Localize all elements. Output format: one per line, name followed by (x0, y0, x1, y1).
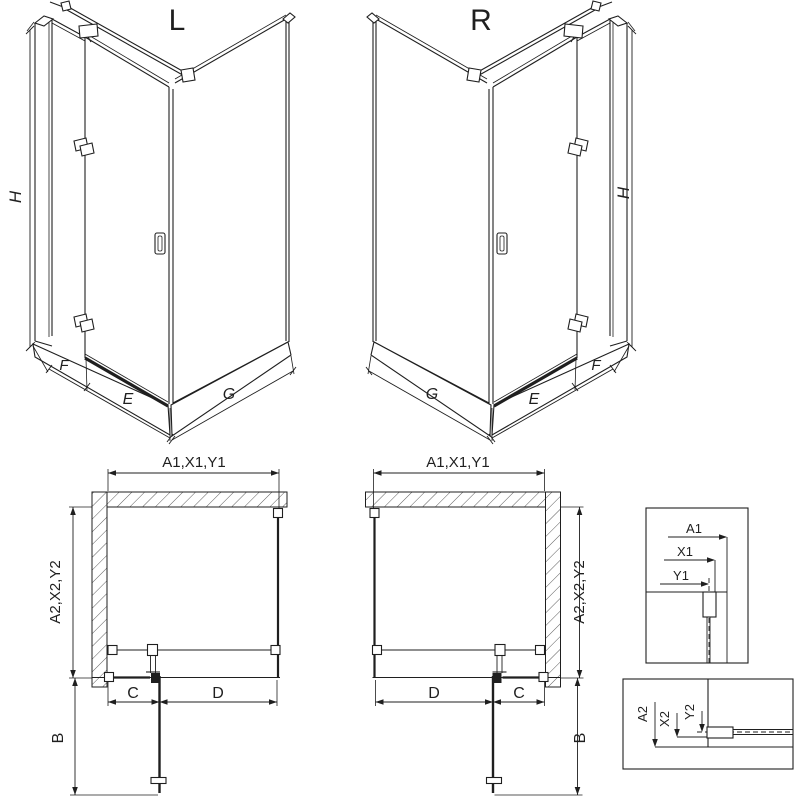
detail-box-top (646, 508, 748, 663)
plan-right-wall-top (366, 492, 560, 507)
plan-view-left (47, 454, 287, 795)
detail-bottom-dim-y2: Y2 (682, 704, 697, 720)
plan-right-dim-depth: A2,X2,Y2 (571, 560, 588, 624)
plan-left-wall-top (93, 492, 287, 507)
iso-left-geometry (26, 1, 296, 444)
plan-view-right (366, 454, 590, 795)
iso-right-dim-g: G (425, 386, 439, 403)
plan-left-dim-c: C (127, 685, 139, 702)
plan-right-dim-b: B (572, 732, 589, 744)
iso-left-dim-h: H (6, 190, 25, 204)
plan-left-dim-depth: A2,X2,Y2 (47, 560, 64, 624)
iso-left-dim-f: F (59, 357, 69, 374)
detail-top-wall-profile (703, 592, 716, 617)
iso-left-title: L (168, 4, 186, 37)
plan-right-dim-d: D (428, 685, 440, 702)
detail-bottom-dim-a2: A2 (635, 706, 650, 722)
iso-right-dim-h: H (614, 186, 633, 200)
iso-right-title: R (470, 4, 492, 37)
detail-box-bottom (623, 679, 793, 769)
iso-left-dim-e: E (122, 391, 134, 408)
plan-right-dim-c: C (513, 685, 525, 702)
detail-top-dim-y1: Y1 (673, 568, 689, 583)
plan-right-dim-width: A1,X1,Y1 (426, 454, 490, 471)
detail-top-dim-x1: X1 (677, 544, 693, 559)
iso-right-dim-e: E (528, 391, 540, 408)
detail-bottom-dim-x2: X2 (657, 711, 672, 727)
detail-top-dim-a1: A1 (686, 521, 702, 536)
plan-left-wall-side (92, 492, 107, 687)
iso-view-left (6, 1, 296, 444)
iso-right-geometry (366, 1, 636, 444)
detail-bottom-wall-profile (707, 727, 733, 738)
iso-view-right (366, 1, 636, 444)
iso-right-dim-f: F (591, 357, 601, 374)
plan-left-dim-b: B (50, 732, 67, 744)
plan-right-wall-side (546, 492, 561, 687)
iso-left-dim-g: G (222, 386, 236, 403)
plan-left-dim-d: D (212, 685, 224, 702)
plan-left-dim-width: A1,X1,Y1 (162, 454, 226, 471)
